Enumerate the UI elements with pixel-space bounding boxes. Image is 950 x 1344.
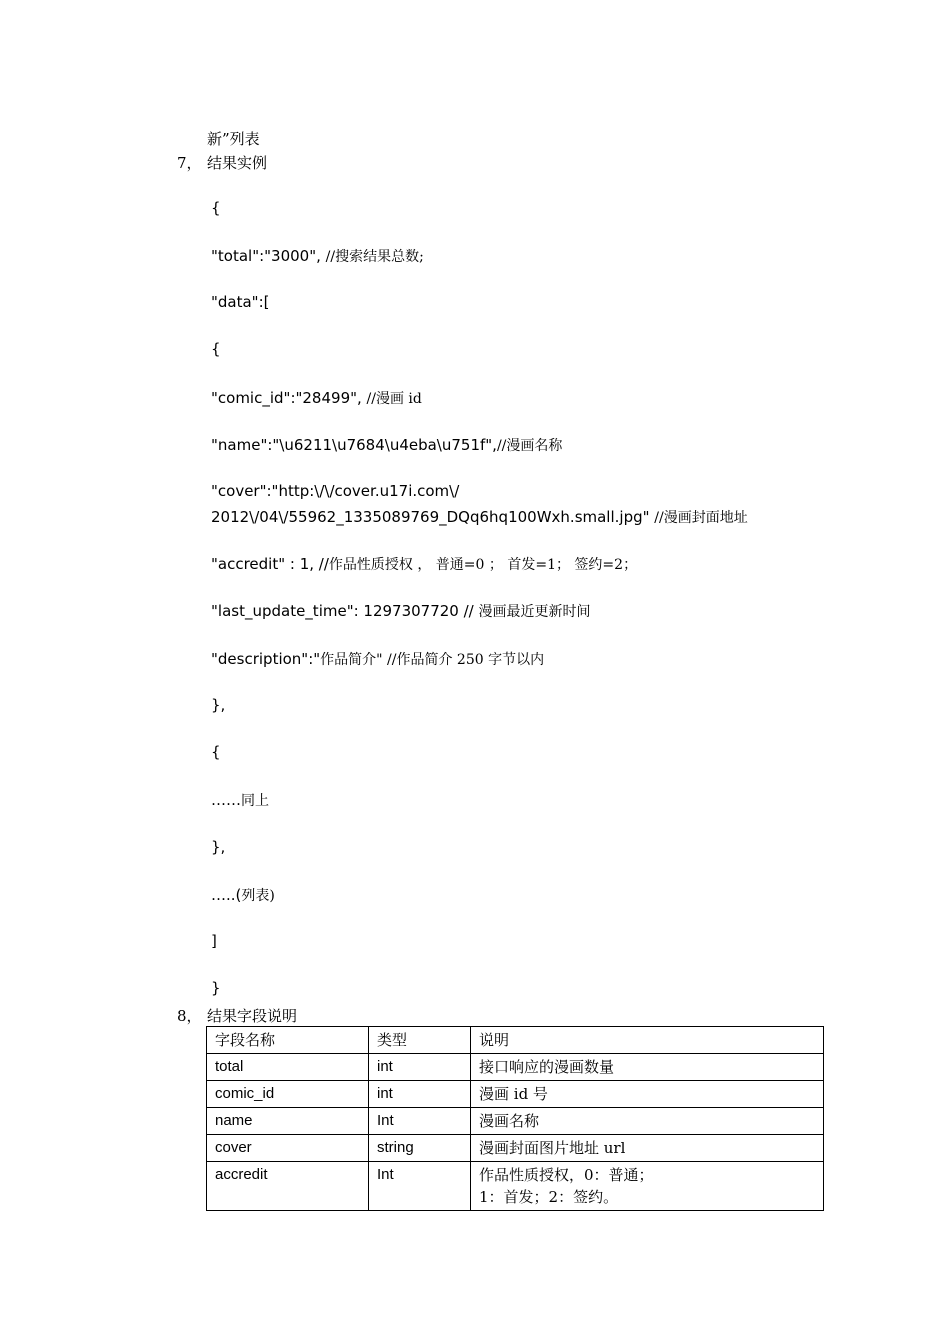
code-text: 2012\/04\/55962_1335089769_DQq6hq100Wxh.small.jpg" xyxy=(211,508,655,526)
code-text: "last_update_time": 1297307720 // xyxy=(211,602,479,620)
cell-type: int xyxy=(369,1054,471,1081)
code-line xyxy=(211,340,221,358)
code-comment: 同上 xyxy=(241,793,269,809)
cell-field: accredit xyxy=(207,1162,369,1211)
cell-desc: 漫画封面图片地址 url xyxy=(471,1135,824,1162)
code-comment: //漫画名称 xyxy=(496,438,563,454)
table-row xyxy=(207,1162,824,1211)
code-comment: //漫画封面地址 xyxy=(654,510,748,526)
section-8-title: 结果字段说明 xyxy=(207,1007,298,1025)
table-row xyxy=(207,1054,824,1081)
code-line xyxy=(211,482,459,500)
header-description: 说明 xyxy=(471,1027,824,1054)
code-line xyxy=(211,293,270,311)
code-text: "description":" xyxy=(211,650,321,668)
code-line xyxy=(211,979,221,997)
code-comment: 作品性质授权 ， 普通=0 ； 首发=1； 签约=2； xyxy=(328,557,638,573)
code-comment: 漫画最近更新时间 xyxy=(478,604,591,620)
section-7-title: 结果实例 xyxy=(207,154,268,172)
code-line xyxy=(211,696,225,714)
cell-desc: 漫画 id 号 xyxy=(471,1081,824,1108)
cell-desc: 接口响应的漫画数量 xyxy=(471,1054,824,1081)
code-text: { xyxy=(211,743,221,761)
table-row xyxy=(207,1108,824,1135)
cell-field: cover xyxy=(207,1135,369,1162)
code-text: } xyxy=(211,979,221,997)
cell-desc-line: 1：首发；2：签约。 xyxy=(479,1188,619,1206)
code-line xyxy=(211,246,424,266)
code-line xyxy=(211,885,275,905)
cell-field: total xyxy=(207,1054,369,1081)
code-line xyxy=(211,507,748,527)
code-line xyxy=(211,435,562,455)
header-field-name: 字段名称 xyxy=(207,1027,369,1054)
result-fields-table xyxy=(206,1026,824,1211)
code-text: ] xyxy=(211,932,217,950)
code-line xyxy=(211,554,637,574)
code-line xyxy=(211,649,544,669)
code-line xyxy=(211,743,221,761)
table-row xyxy=(207,1081,824,1108)
continued-text: 新”列表 xyxy=(207,130,260,148)
table-row xyxy=(207,1135,824,1162)
section-8-number: 8， xyxy=(177,1007,202,1025)
code-line xyxy=(211,932,217,950)
code-text: …..( xyxy=(211,886,242,904)
code-line xyxy=(211,601,591,621)
code-line xyxy=(211,388,422,408)
code-text: }, xyxy=(211,696,226,714)
code-comment: 作品简介" //作品简介 250 字节以内 xyxy=(320,652,545,668)
code-line xyxy=(211,199,221,217)
code-text: "comic_id":"28499", xyxy=(211,389,367,407)
code-text: }, xyxy=(211,838,226,856)
cell-type: int xyxy=(369,1081,471,1108)
code-text: { xyxy=(211,340,221,358)
code-text: { xyxy=(211,199,221,217)
code-text: "cover":"http:\/\/cover.u17i.com\/ xyxy=(211,482,460,500)
code-comment: 列表) xyxy=(241,888,275,904)
cell-field: name xyxy=(207,1108,369,1135)
cell-field: comic_id xyxy=(207,1081,369,1108)
code-comment: //搜索结果总数; xyxy=(325,249,424,265)
header-type: 类型 xyxy=(369,1027,471,1054)
code-text: "accredit" : 1, // xyxy=(211,555,329,573)
cell-type: string xyxy=(369,1135,471,1162)
cell-desc xyxy=(471,1162,824,1211)
code-text: "total":"3000", xyxy=(211,247,326,265)
code-comment: //漫画 id xyxy=(366,391,422,407)
table-header-row xyxy=(207,1027,824,1054)
code-text: …… xyxy=(211,791,241,809)
code-text: "data":[ xyxy=(211,293,270,311)
cell-type: Int xyxy=(369,1162,471,1211)
code-text: "name":"\u6211\u7684\u4eba\u751f", xyxy=(211,436,497,454)
cell-desc-line: 作品性质授权，0：普通； xyxy=(479,1166,654,1184)
cell-desc: 漫画名称 xyxy=(471,1108,824,1135)
cell-type: Int xyxy=(369,1108,471,1135)
code-line xyxy=(211,790,269,810)
code-line xyxy=(211,838,225,856)
section-7-number: 7， xyxy=(177,154,202,172)
